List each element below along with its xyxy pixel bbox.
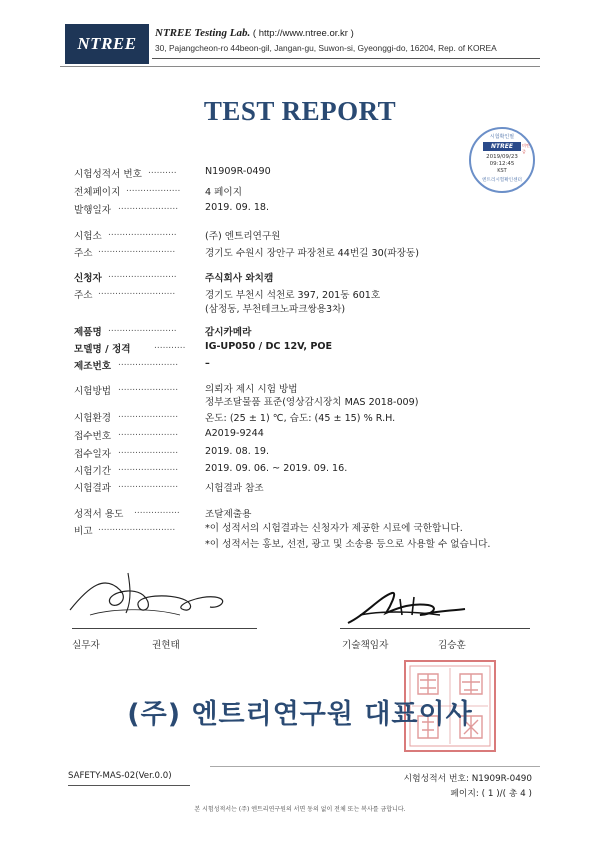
footer-page-number: 페이지: ( 1 )/( 총 4 )	[450, 789, 532, 799]
label-report-number: 시험성적서 번호	[74, 169, 142, 180]
label-lab-address: 주소	[74, 248, 93, 259]
dots: ........................	[108, 324, 177, 334]
lab-address: 30, Pajangcheon-ro 44beon-gil, Jangan-gu, Suwon-si, Gyeonggi-do, 16204, Rep. of KOREA	[155, 43, 497, 53]
staff-signature-icon	[60, 565, 270, 625]
value-report-number: N1909R-0490	[205, 166, 271, 177]
value-lab-address: 경기도 수원시 장안구 파장천로 44번길 30(파장동)	[205, 248, 419, 259]
dots: ...................	[126, 184, 181, 194]
label-serial-number: 제조번호	[74, 361, 112, 372]
seal-bottom-text: 엔트리시험확인센터	[482, 178, 522, 183]
label-receipt-date: 접수일자	[74, 449, 112, 460]
seal-sub-text: 미인증	[522, 143, 530, 154]
dots: .....................	[118, 428, 179, 438]
value-receipt-date: 2019. 08. 19.	[205, 446, 270, 457]
dots: ...........................	[98, 245, 176, 255]
logo-text: NTREE	[77, 34, 137, 53]
value-applicant-address: 경기도 부천시 석천로 397, 201동 601호	[205, 290, 381, 301]
form-code: SAFETY-MAS-02(Ver.0.0)	[68, 771, 172, 781]
manager-name: 김승훈	[438, 640, 466, 651]
label-product-name: 제품명	[74, 327, 102, 338]
seal-date: 2019/09/23	[486, 154, 518, 160]
value-total-pages: 4 페이지	[205, 187, 242, 198]
header-divider	[152, 58, 540, 59]
label-test-method: 시험방법	[74, 386, 112, 397]
label-remarks: 비고	[74, 526, 93, 537]
dots: .....................	[118, 410, 179, 420]
value-test-method-2: 정부조달물품 표준(영상감시장치 MAS 2018-009)	[205, 397, 419, 408]
label-issue-date: 발행일자	[74, 205, 112, 216]
label-total-pages: 전체페이지	[74, 187, 121, 198]
company-representative: (주) 엔트리연구원 대표이사	[127, 699, 473, 730]
verification-seal	[469, 127, 535, 193]
dots: .....................	[118, 463, 179, 473]
footer-copyright-note: 본 시험성적서는 (주) 엔트리연구원의 서면 동의 없이 전체 또는 복사를 금합니다.	[194, 806, 406, 813]
dots: ........................	[108, 270, 177, 280]
value-test-result: 시험결과 참조	[205, 483, 264, 494]
value-test-lab: (주) 엔트리연구원	[205, 231, 281, 242]
value-applicant-address-2: (삼정동, 부천테크노파크쌍용3차)	[205, 304, 346, 315]
label-test-period: 시험기간	[74, 466, 112, 477]
value-test-period: 2019. 09. 06. ~ 2019. 09. 16.	[205, 463, 348, 474]
dots: ...........	[154, 341, 186, 351]
seal-logo: NTREE	[483, 142, 521, 151]
value-remarks-1: *이 성적서의 시험결과는 신청자가 제공한 시료에 국한합니다.	[205, 523, 463, 534]
label-receipt-number: 접수번호	[74, 431, 112, 442]
dots: .....................	[118, 358, 179, 368]
dots: ...........................	[98, 287, 176, 297]
page-title: TEST REPORT	[203, 96, 397, 126]
value-serial-number: –	[205, 358, 210, 369]
label-model-rating: 모델명 / 정격	[74, 344, 131, 355]
manager-signature-line	[340, 628, 530, 629]
staff-label: 실무자	[72, 640, 100, 651]
staff-name: 권현태	[152, 640, 180, 651]
dots: .....................	[118, 446, 179, 456]
value-remarks-2: *이 성적서는 홍보, 선전, 광고 및 소송용 등으로 사용할 수 없습니다.	[205, 539, 491, 550]
dots: .....................	[118, 480, 179, 490]
dots: .....................	[118, 383, 179, 393]
seal-top-text: 시험확인필	[489, 134, 515, 140]
value-test-environment: 온도: (25 ± 1) ℃, 습도: (45 ± 15) % R.H.	[205, 413, 396, 424]
label-test-result: 시험결과	[74, 483, 112, 494]
header-divider-lower	[60, 66, 540, 67]
manager-label: 기술책임자	[342, 640, 389, 651]
value-receipt-number: A2019-9244	[205, 428, 264, 439]
value-model-rating: IG-UP050 / DC 12V, POE	[205, 341, 333, 352]
dots: ..........	[148, 166, 177, 176]
dots: .....................	[118, 202, 179, 212]
dots: ...........................	[98, 523, 176, 533]
label-applicant-address: 주소	[74, 290, 93, 301]
value-product-name: 감시카메라	[205, 327, 252, 338]
form-code-underline	[68, 785, 190, 786]
seal-time: 09:12:45	[489, 161, 515, 167]
dots: ................	[134, 506, 180, 516]
lab-name: NTREE Testing Lab.	[155, 27, 251, 39]
label-report-purpose: 성적서 용도	[74, 509, 124, 520]
value-issue-date: 2019. 09. 18.	[205, 202, 270, 213]
footer-report-number: 시험성적서 번호: N1909R-0490	[403, 774, 532, 784]
label-test-lab: 시험소	[74, 231, 102, 242]
value-test-method: 의뢰자 제시 시험 방법	[205, 384, 298, 395]
value-applicant: 주식회사 와치캠	[205, 273, 274, 284]
value-report-purpose: 조달제출용	[205, 509, 252, 520]
label-test-environment: 시험환경	[74, 413, 112, 424]
seal-zone: KST	[497, 168, 507, 174]
lab-name-line	[155, 27, 354, 39]
lab-url: ( http://www.ntree.or.kr )	[252, 28, 354, 39]
ntree-logo	[65, 24, 149, 64]
label-applicant: 신청자	[74, 273, 102, 284]
manager-signature-icon	[340, 585, 490, 630]
staff-signature-line	[72, 628, 257, 629]
dots: ........................	[108, 228, 177, 238]
footer-divider	[210, 766, 540, 767]
